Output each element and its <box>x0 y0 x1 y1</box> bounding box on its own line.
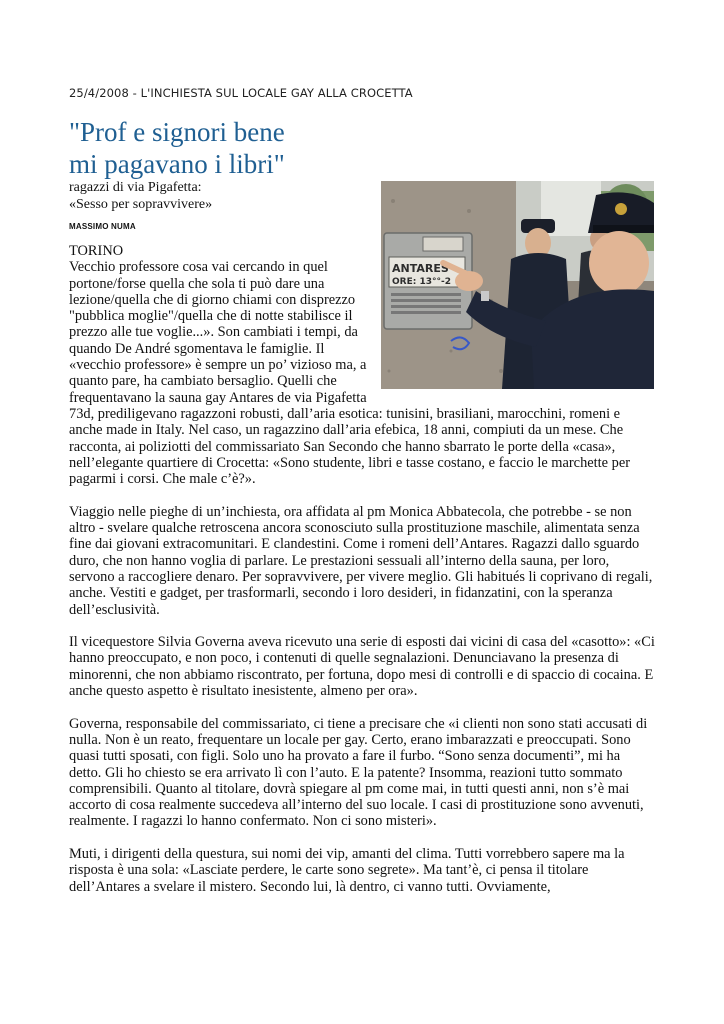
article-city: TORINO <box>69 243 124 259</box>
article-paragraph-1: Vecchio professore cosa vai cercando in quel portone/forse quella che sola ti può dare una lezione/quella che di giorno chiami con disprezzo "pubblica moglie"/quella che di notte stabilisce il prezzo alle tue voglie...». Son cambiati i tempi, da quando De André sgomentava le famiglie. Il «vecchio professore» è sempre un po’ vizioso ma, a quanto pare, ha cambiato bersaglio. Quelli che frequentavano la sauna gay Antares de via Pigafetta 73d, prediligevano ragazzoni robusti, dall’aria esotica: tunisini, brasiliani, marocchini, romeni e anche made in Italy. Nel caso, un ragazzino dall’aria efebica, 18 anni, compiuti da un mese. Che racconta, ai poliziotti del commissariato San Secondo che hanno sbarrato le porte della «casa», nell’elegante quartiere di Crocetta: «Sono studente, libri e tasse costano, e faccio le marchette per pagarmi i corsi. Che male c’è?». <box>69 259 631 488</box>
article-paragraph-4: Governa, responsabile del commissariato, ci tiene a precisare che «i clienti non sono stati accusati di nulla. Non è un reato, frequentare un locale per gay. Certo, erano imbarazzati e preoccupati. Sono quasi tutti sposati, con figli. Solo uno ha provato a fare il furbo. “Sono senza documenti”, mi ha detto. Gli ho chiesto se era arrivato lì con l’auto. E la patente? Insomma, reazioni tutto sommato comprensibili. Quanto al titolare, dovrà spiegare al pm come mai, in tutti questi anni, non s’è mai accorto di cosa realmente succedeva all’interno del suo locale. I casi di prostituzione sono avvenuti, realmente. I ragazzi lo hanno confermato. Non ci sono misteri». <box>69 715 648 830</box>
subtitle-line-2: «Sesso per sopravvivere» <box>69 196 213 212</box>
subtitle <box>69 180 369 213</box>
photo-float-spacer <box>367 243 655 391</box>
headline-line-1: "Prof e signori bene <box>69 117 285 147</box>
article-paragraph-2: Viaggio nelle pieghe di un’inchiesta, ora affidata al pm Monica Abbatecola, che potrebbe - se non altro - svelare qualche retroscena ancora sconosciuto sulla prostituzione maschile, alimentata senza fine dai giovani extracomunitari. E clandestini. Come i romeni dell’Antares. Ragazzi dallo sguardo duro, che non hanno voglia di parlare. Le prestazioni sessuali all’interno della sauna, per loro, servono a raccogliere denaro. Per sopravvivere, per vivere meglio. Gli habitués li coprivano di regali, anche. Vestiti e gadget, per trasformarli, secondo i loro desideri, in fidanzatini, con la speranza dell’esclusività. <box>69 503 653 618</box>
article-paragraph-3: Il vicequestore Silvia Governa aveva ricevuto una serie di esposti dai vicini di casa del «casotto»: «Ci hanno preoccupato, e non poco, i contenuti di quelle segnalazioni. Denunciavano la presenza di minorenni, che non abbiamo riscontrato, per fortuna, dopo mesi di controlli e di spaccio di cocaina. E anche questo aspetto è risultato inesistente, almeno per ora». <box>69 634 655 700</box>
article-paragraph-5: Muti, i dirigenti della questura, sui nomi dei vip, amanti del clima. Tutti vorrebbero sapere ma la risposta è una sola: «Lasciate perdere, le carte sono segrete». Ma tant’è, ci pensa il titolare dell’Antares a svelare il mistero. Secondo lui, là dentro, ci vanno tutti. Ovviamente, <box>69 845 625 895</box>
byline: MASSIMO NUMA <box>69 222 136 231</box>
article-body <box>69 243 655 911</box>
dateline: 25/4/2008 - L'INCHIESTA SUL LOCALE GAY ALLA CROCETTA <box>69 86 413 100</box>
subtitle-line-1: ragazzi di via Pigafetta: <box>69 180 202 195</box>
intercom-label-2: ORE: 13°°-2 <box>392 277 451 287</box>
headline-line-2: mi pagavano i libri" <box>69 149 285 179</box>
headline <box>69 116 389 180</box>
intercom-label-1: ANTARES <box>392 262 449 275</box>
